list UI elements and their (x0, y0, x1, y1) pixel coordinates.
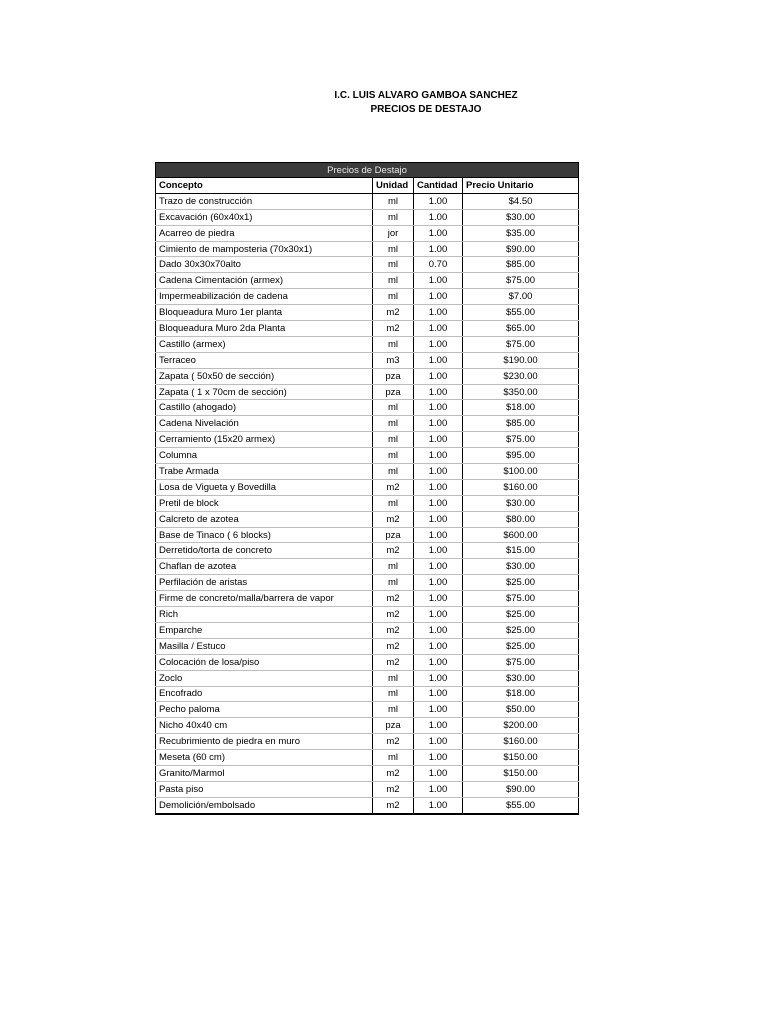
table-row (156, 718, 579, 734)
cantidad-cell: 1.00 (414, 416, 463, 432)
precio-cell: $75.00 (463, 273, 579, 289)
table-row (156, 416, 579, 432)
concepto-cell: Calcreto de azotea (156, 511, 373, 527)
concepto-cell: Cimiento de mamposteria (70x30x1) (156, 241, 373, 257)
cantidad-cell: 1.00 (414, 495, 463, 511)
concepto-cell: Castillo (ahogado) (156, 400, 373, 416)
precio-cell: $80.00 (463, 511, 579, 527)
concepto-cell: Masilla / Estuco (156, 638, 373, 654)
unidad-cell: pza (373, 527, 414, 543)
concepto-cell: Acarreo de piedra (156, 225, 373, 241)
precio-cell: $75.00 (463, 591, 579, 607)
table-row (156, 686, 579, 702)
unidad-cell: pza (373, 384, 414, 400)
table-row (156, 321, 579, 337)
cantidad-cell: 1.00 (414, 273, 463, 289)
precio-cell: $4.50 (463, 193, 579, 209)
unidad-cell: m2 (373, 622, 414, 638)
price-table (155, 162, 579, 815)
concepto-cell: Derretido/torta de concreto (156, 543, 373, 559)
table-row (156, 622, 579, 638)
precio-cell: $85.00 (463, 257, 579, 273)
concepto-cell: Impermeabilización de cadena (156, 289, 373, 305)
concepto-cell: Rich (156, 607, 373, 623)
unidad-cell: m2 (373, 734, 414, 750)
concepto-cell: Recubrimiento de piedra en muro (156, 734, 373, 750)
unidad-cell: m2 (373, 797, 414, 813)
table-row (156, 400, 579, 416)
document-header (0, 89, 768, 117)
table-row (156, 750, 579, 766)
table-row (156, 241, 579, 257)
unidad-cell: ml (373, 257, 414, 273)
column-header-unidad: Unidad (373, 178, 414, 194)
table-row (156, 559, 579, 575)
column-header-cantidad: Cantidad (414, 178, 463, 194)
table-row (156, 257, 579, 273)
unidad-cell: ml (373, 559, 414, 575)
concepto-cell: Zapata ( 50x50 de sección) (156, 368, 373, 384)
column-header-precio: Precio Unitario (463, 178, 579, 194)
unidad-cell: m2 (373, 305, 414, 321)
unidad-cell: ml (373, 289, 414, 305)
cantidad-cell: 1.00 (414, 591, 463, 607)
precio-cell: $90.00 (463, 781, 579, 797)
table-row (156, 511, 579, 527)
concepto-cell: Granito/Marmol (156, 765, 373, 781)
concepto-cell: Bloqueadura Muro 1er planta (156, 305, 373, 321)
cantidad-cell: 1.00 (414, 368, 463, 384)
cantidad-cell: 1.00 (414, 400, 463, 416)
concepto-cell: Chaflan de azotea (156, 559, 373, 575)
table-row (156, 638, 579, 654)
precio-cell: $25.00 (463, 607, 579, 623)
table-row (156, 352, 579, 368)
cantidad-cell: 1.00 (414, 448, 463, 464)
table-row (156, 289, 579, 305)
precio-cell: $150.00 (463, 765, 579, 781)
cantidad-cell: 1.00 (414, 797, 463, 813)
concepto-cell: Base de Tinaco ( 6 blocks) (156, 527, 373, 543)
concepto-cell: Columna (156, 448, 373, 464)
precio-cell: $150.00 (463, 750, 579, 766)
table-row (156, 209, 579, 225)
table-row (156, 432, 579, 448)
company-name: I.C. LUIS ALVARO GAMBOA SANCHEZ (334, 90, 518, 101)
table-title-row (156, 163, 579, 178)
cantidad-cell: 1.00 (414, 686, 463, 702)
unidad-cell: ml (373, 750, 414, 766)
table-row (156, 336, 579, 352)
table-row (156, 384, 579, 400)
cantidad-cell: 1.00 (414, 352, 463, 368)
precio-cell: $55.00 (463, 305, 579, 321)
table-row (156, 448, 579, 464)
concepto-cell: Zapata ( 1 x 70cm de sección) (156, 384, 373, 400)
table-row (156, 495, 579, 511)
unidad-cell: m2 (373, 654, 414, 670)
table-row (156, 734, 579, 750)
table-row (156, 543, 579, 559)
unidad-cell: ml (373, 495, 414, 511)
table-row (156, 607, 579, 623)
table-row (156, 765, 579, 781)
table-row (156, 368, 579, 384)
unidad-cell: ml (373, 209, 414, 225)
concepto-cell: Castillo (armex) (156, 336, 373, 352)
unidad-cell: ml (373, 336, 414, 352)
cantidad-cell: 1.00 (414, 321, 463, 337)
precio-cell: $15.00 (463, 543, 579, 559)
unidad-cell: m3 (373, 352, 414, 368)
cantidad-cell: 1.00 (414, 336, 463, 352)
cantidad-cell: 1.00 (414, 734, 463, 750)
concepto-cell: Firme de concreto/malla/barrera de vapor (156, 591, 373, 607)
table-row (156, 591, 579, 607)
precio-cell: $95.00 (463, 448, 579, 464)
cantidad-cell: 1.00 (414, 289, 463, 305)
cantidad-cell: 1.00 (414, 575, 463, 591)
table-row (156, 670, 579, 686)
precio-cell: $50.00 (463, 702, 579, 718)
concepto-cell: Bloqueadura Muro 2da Planta (156, 321, 373, 337)
unidad-cell: m2 (373, 321, 414, 337)
table-row (156, 193, 579, 209)
precio-cell: $200.00 (463, 718, 579, 734)
cantidad-cell: 1.00 (414, 305, 463, 321)
document-title: PRECIOS DE DESTAJO (370, 104, 482, 115)
cantidad-cell: 1.00 (414, 193, 463, 209)
precio-cell: $90.00 (463, 241, 579, 257)
cantidad-cell: 1.00 (414, 559, 463, 575)
table-row (156, 225, 579, 241)
concepto-cell: Meseta (60 cm) (156, 750, 373, 766)
cantidad-cell: 0.70 (414, 257, 463, 273)
cantidad-cell: 1.00 (414, 241, 463, 257)
precio-cell: $65.00 (463, 321, 579, 337)
concepto-cell: Losa de Vigueta y Bovedilla (156, 479, 373, 495)
table-title: Precios de Destajo (156, 163, 579, 178)
concepto-cell: Trabe Armada (156, 464, 373, 480)
unidad-cell: pza (373, 368, 414, 384)
column-header-concepto: Concepto (156, 178, 373, 194)
unidad-cell: m2 (373, 591, 414, 607)
cantidad-cell: 1.00 (414, 765, 463, 781)
precio-cell: $230.00 (463, 368, 579, 384)
concepto-cell: Nicho 40x40 cm (156, 718, 373, 734)
cantidad-cell: 1.00 (414, 511, 463, 527)
concepto-cell: Pretil de block (156, 495, 373, 511)
precio-cell: $75.00 (463, 336, 579, 352)
unidad-cell: ml (373, 448, 414, 464)
unidad-cell: m2 (373, 781, 414, 797)
unidad-cell: m2 (373, 638, 414, 654)
unidad-cell: ml (373, 416, 414, 432)
cantidad-cell: 1.00 (414, 384, 463, 400)
concepto-cell: Encofrado (156, 686, 373, 702)
precio-cell: $160.00 (463, 734, 579, 750)
precio-cell: $18.00 (463, 686, 579, 702)
table-row (156, 797, 579, 813)
precio-cell: $160.00 (463, 479, 579, 495)
unidad-cell: m2 (373, 607, 414, 623)
unidad-cell: ml (373, 464, 414, 480)
precio-cell: $35.00 (463, 225, 579, 241)
cantidad-cell: 1.00 (414, 432, 463, 448)
cantidad-cell: 1.00 (414, 718, 463, 734)
concepto-cell: Trazo de construcción (156, 193, 373, 209)
cantidad-cell: 1.00 (414, 464, 463, 480)
table-row (156, 654, 579, 670)
unidad-cell: pza (373, 718, 414, 734)
column-header-row (156, 178, 579, 194)
precio-cell: $75.00 (463, 432, 579, 448)
precio-cell: $75.00 (463, 654, 579, 670)
unidad-cell: ml (373, 686, 414, 702)
precio-cell: $350.00 (463, 384, 579, 400)
concepto-cell: Cerramiento (15x20 armex) (156, 432, 373, 448)
table-row (156, 575, 579, 591)
precio-cell: $190.00 (463, 352, 579, 368)
concepto-cell: Demolición/embolsado (156, 797, 373, 813)
table-row (156, 464, 579, 480)
cantidad-cell: 1.00 (414, 670, 463, 686)
precio-cell: $25.00 (463, 638, 579, 654)
unidad-cell: m2 (373, 765, 414, 781)
cantidad-cell: 1.00 (414, 479, 463, 495)
unidad-cell: ml (373, 702, 414, 718)
concepto-cell: Terraceo (156, 352, 373, 368)
precio-cell: $600.00 (463, 527, 579, 543)
concepto-cell: Emparche (156, 622, 373, 638)
precio-cell: $18.00 (463, 400, 579, 416)
table-row (156, 273, 579, 289)
concepto-cell: Cadena Nivelación (156, 416, 373, 432)
concepto-cell: Perfilación de aristas (156, 575, 373, 591)
cantidad-cell: 1.00 (414, 638, 463, 654)
concepto-cell: Pasta piso (156, 781, 373, 797)
table-row (156, 479, 579, 495)
concepto-cell: Zoclo (156, 670, 373, 686)
concepto-cell: Pecho paloma (156, 702, 373, 718)
unidad-cell: ml (373, 575, 414, 591)
table-row (156, 702, 579, 718)
unidad-cell: m2 (373, 511, 414, 527)
precio-cell: $30.00 (463, 559, 579, 575)
unidad-cell: ml (373, 400, 414, 416)
concepto-cell: Excavación (60x40x1) (156, 209, 373, 225)
cantidad-cell: 1.00 (414, 543, 463, 559)
unidad-cell: ml (373, 273, 414, 289)
precio-cell: $25.00 (463, 622, 579, 638)
cantidad-cell: 1.00 (414, 225, 463, 241)
table-row (156, 781, 579, 797)
cantidad-cell: 1.00 (414, 622, 463, 638)
unidad-cell: ml (373, 432, 414, 448)
precio-cell: $85.00 (463, 416, 579, 432)
cantidad-cell: 1.00 (414, 209, 463, 225)
concepto-cell: Cadena Cimentación (armex) (156, 273, 373, 289)
unidad-cell: m2 (373, 543, 414, 559)
cantidad-cell: 1.00 (414, 607, 463, 623)
precio-cell: $30.00 (463, 495, 579, 511)
unidad-cell: jor (373, 225, 414, 241)
unidad-cell: ml (373, 193, 414, 209)
cantidad-cell: 1.00 (414, 654, 463, 670)
cantidad-cell: 1.00 (414, 702, 463, 718)
cantidad-cell: 1.00 (414, 527, 463, 543)
precio-cell: $100.00 (463, 464, 579, 480)
concepto-cell: Colocación de losa/piso (156, 654, 373, 670)
precio-cell: $55.00 (463, 797, 579, 813)
table-row (156, 527, 579, 543)
unidad-cell: ml (373, 241, 414, 257)
precio-cell: $7.00 (463, 289, 579, 305)
unidad-cell: ml (373, 670, 414, 686)
cantidad-cell: 1.00 (414, 750, 463, 766)
unidad-cell: m2 (373, 479, 414, 495)
precio-cell: $30.00 (463, 209, 579, 225)
precio-cell: $25.00 (463, 575, 579, 591)
precio-cell: $30.00 (463, 670, 579, 686)
table-row (156, 305, 579, 321)
concepto-cell: Dado 30x30x70alto (156, 257, 373, 273)
cantidad-cell: 1.00 (414, 781, 463, 797)
